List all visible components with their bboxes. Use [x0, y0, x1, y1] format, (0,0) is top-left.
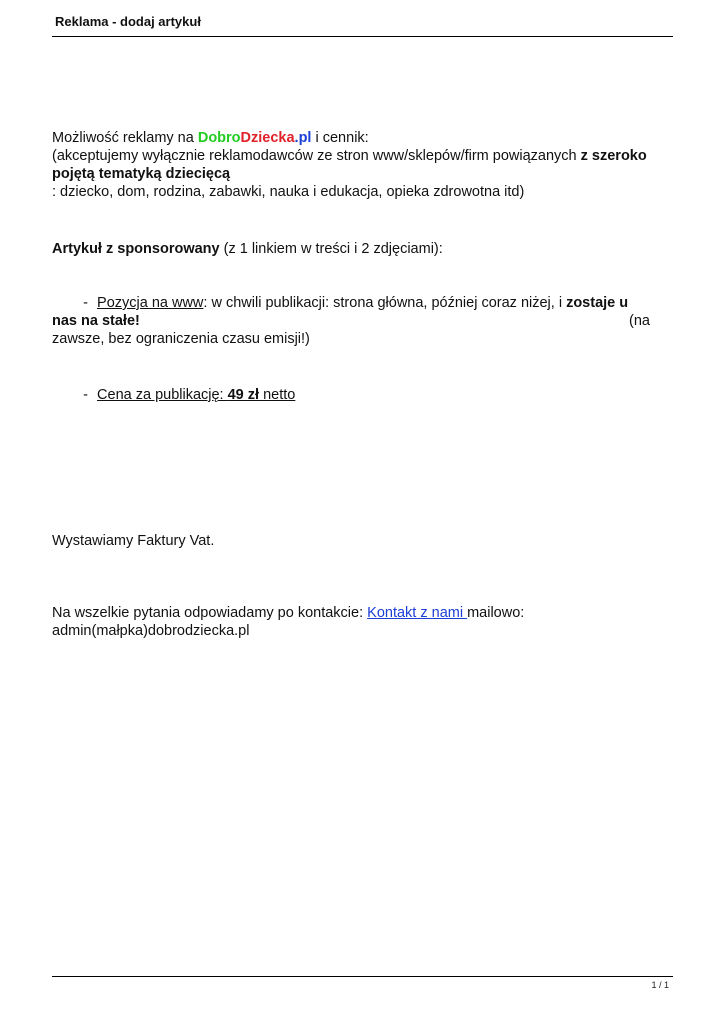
invoice-note: Wystawiamy Faktury Vat. — [52, 533, 215, 549]
price-amount: 49 zł — [227, 387, 260, 403]
position-text: : w chwili publikacji: strona główna, później coraz niżej, i — [203, 295, 567, 311]
brand-dziecka: Dziecka — [240, 130, 295, 146]
intro-lead: Możliwość reklamy na — [52, 130, 198, 146]
price-item — [52, 386, 656, 404]
intro-after-brand: i cennik: — [311, 130, 369, 146]
article-title-rest: (z 1 linkiem w treści i 2 zdjęciami): — [219, 241, 443, 257]
intro-line-3: : dziecko, dom, rodzina, zabawki, nauka i edukacja, opieka zdrowotna itd) — [52, 184, 525, 200]
position-bold: zostaje u nas na stałe! — [52, 295, 629, 329]
brand-pl: .pl — [294, 130, 312, 146]
price-dash: - — [83, 387, 88, 403]
header-divider — [52, 36, 673, 37]
price-suffix: netto — [259, 387, 296, 403]
page-number: 1 / 1 — [651, 980, 669, 990]
intro-line2-start: (akceptujemy wyłącznie reklamodawców ze stron www/sklepów/firm powiązanych — [52, 148, 581, 164]
position-line — [52, 294, 656, 330]
contact-line-1 — [52, 604, 656, 622]
brand-dobro: Dobro — [197, 130, 241, 146]
footer-divider — [52, 976, 673, 977]
intro-paragraph — [52, 129, 656, 201]
document-header-title: Reklama - dodaj artykuł — [55, 14, 201, 29]
contact-text: Na wszelkie pytania odpowiadamy po kontakcie: — [52, 605, 368, 621]
position-label: Pozycja na www — [97, 295, 204, 311]
intro-line-1 — [52, 129, 656, 147]
contact-email: admin(małpka)dobrodziecka.pl — [52, 623, 250, 639]
position-item — [52, 294, 656, 348]
price-label: Cena za publikację: — [97, 387, 228, 403]
contact-paragraph — [52, 604, 656, 640]
position-tail-next: zawsze, bez ograniczenia czasu emisji!) — [52, 331, 310, 347]
intro-line-2 — [52, 147, 656, 183]
contact-link[interactable]: Kontakt z nami — [367, 605, 468, 621]
price-label-wrap — [97, 387, 295, 403]
position-dash: - — [83, 295, 88, 311]
article-heading — [52, 240, 656, 258]
contact-after-link: mailowo: — [467, 605, 525, 621]
intro-line2-bold: z szeroko pojętą tematyką dziecięcą — [52, 148, 647, 182]
position-tail-right: (na — [629, 313, 650, 329]
article-title-bold: Artykuł z sponsorowany — [52, 241, 220, 257]
